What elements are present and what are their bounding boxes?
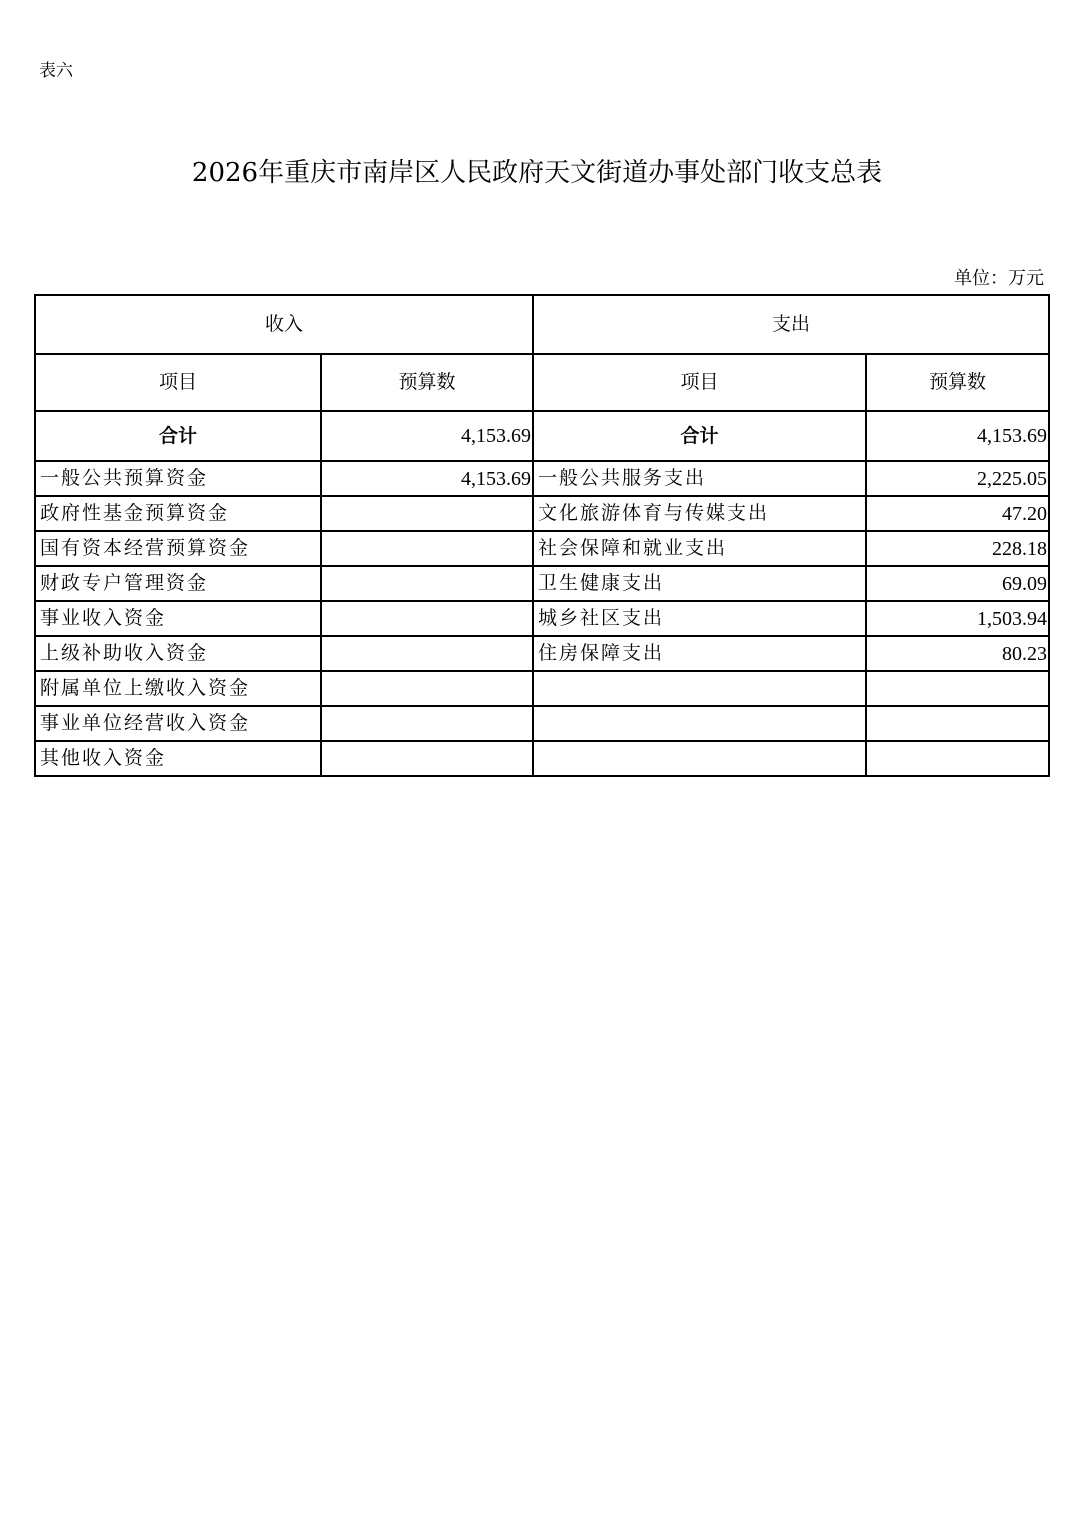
income-item-header: 项目	[35, 354, 321, 411]
income-item: 事业收入资金	[35, 601, 321, 636]
table-row	[35, 531, 1049, 566]
income-total-value: 4,153.69	[321, 411, 533, 461]
page-label: 表六	[39, 61, 73, 81]
income-value	[321, 671, 533, 706]
income-value: 4,153.69	[321, 461, 533, 496]
expenditure-item: 卫生健康支出	[533, 566, 866, 601]
expenditure-value	[866, 671, 1049, 706]
income-header: 收入	[35, 295, 533, 354]
income-value	[321, 566, 533, 601]
income-item: 财政专户管理资金	[35, 566, 321, 601]
unit-label: 单位：万元	[954, 268, 1044, 289]
expenditure-value: 69.09	[866, 566, 1049, 601]
income-item: 国有资本经营预算资金	[35, 531, 321, 566]
table-row	[35, 636, 1049, 671]
expenditure-value	[866, 741, 1049, 776]
expenditure-budget-header: 预算数	[866, 354, 1049, 411]
income-budget-header: 预算数	[321, 354, 533, 411]
table-row	[35, 706, 1049, 741]
income-total-label: 合计	[35, 411, 321, 461]
expenditure-total-label: 合计	[533, 411, 866, 461]
expenditure-value	[866, 706, 1049, 741]
income-item: 上级补助收入资金	[35, 636, 321, 671]
expenditure-value: 2,225.05	[866, 461, 1049, 496]
expenditure-item: 住房保障支出	[533, 636, 866, 671]
expenditure-value: 80.23	[866, 636, 1049, 671]
expenditure-value: 47.20	[866, 496, 1049, 531]
income-item: 其他收入资金	[35, 741, 321, 776]
income-item: 政府性基金预算资金	[35, 496, 321, 531]
expenditure-header: 支出	[533, 295, 1049, 354]
expenditure-total-value: 4,153.69	[866, 411, 1049, 461]
expenditure-item: 一般公共服务支出	[533, 461, 866, 496]
income-expenditure-table	[34, 294, 1050, 777]
expenditure-item: 城乡社区支出	[533, 601, 866, 636]
income-value	[321, 706, 533, 741]
income-value	[321, 601, 533, 636]
income-item: 一般公共预算资金	[35, 461, 321, 496]
table-row	[35, 671, 1049, 706]
table-row	[35, 601, 1049, 636]
expenditure-item	[533, 706, 866, 741]
table-header-group-row	[35, 295, 1049, 354]
income-item: 附属单位上缴收入资金	[35, 671, 321, 706]
expenditure-value: 1,503.94	[866, 601, 1049, 636]
table-column-header-row	[35, 354, 1049, 411]
expenditure-value: 228.18	[866, 531, 1049, 566]
table-row	[35, 741, 1049, 776]
income-item: 事业单位经营收入资金	[35, 706, 321, 741]
income-value	[321, 496, 533, 531]
income-value	[321, 636, 533, 671]
page-title: 2026年重庆市南岸区人民政府天文街道办事处部门收支总表	[191, 158, 883, 188]
expenditure-item	[533, 741, 866, 776]
expenditure-item: 文化旅游体育与传媒支出	[533, 496, 866, 531]
table-row	[35, 566, 1049, 601]
total-row	[35, 411, 1049, 461]
table-row	[35, 461, 1049, 496]
expenditure-item-header: 项目	[533, 354, 866, 411]
income-value	[321, 741, 533, 776]
income-value	[321, 531, 533, 566]
expenditure-item	[533, 671, 866, 706]
table-row	[35, 496, 1049, 531]
expenditure-item: 社会保障和就业支出	[533, 531, 866, 566]
